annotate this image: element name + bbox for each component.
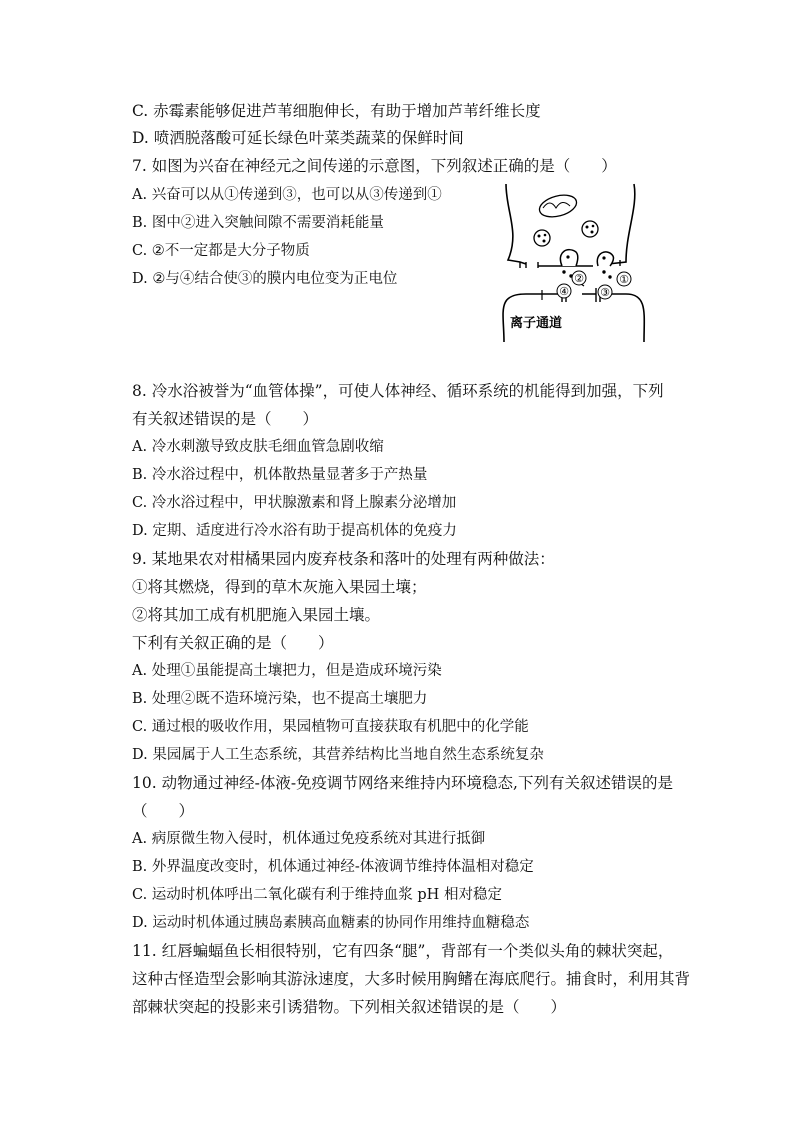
ion-channel-label: 离子通道 [510,316,563,331]
q8-option-a: A. 冷水刺激导致皮肤毛细血管急剧收缩 [132,439,384,455]
synapse-diagram [498,182,646,342]
label-3: ③ [600,286,610,299]
q10-stem-line2: （ ） [132,802,195,820]
q9-question: 下利有关叙正确的是（ ） [132,634,334,652]
q7-option-d: D. ②与④结合使③的膜内电位变为正电位 [132,271,398,287]
q6-option-c: C. 赤霉素能够促进芦苇细胞伸长，有助于增加芦苇纤维长度 [132,102,541,120]
q9-option-b: B. 处理②既不造环境污染，也不提高土壤肥力 [132,691,428,707]
q10-option-d: D. 运动时机体通过胰岛素胰高血糖素的协同作用维持血糖稳态 [132,915,530,931]
q7-option-c: C. ②不一定都是大分子物质 [132,243,310,259]
q7-stem: 7. 如图为兴奋在神经元之间传递的示意图，下列叙述正确的是（ ） [132,157,617,175]
label-4: ④ [559,285,569,298]
q9-stem: 9. 某地果农对柑橘果园内废弃枝条和落叶的处理有两种做法： [132,550,555,568]
q9-option-d: D. 果园属于人工生态系统，其营养结构比当地自然生态系统复杂 [132,747,544,763]
q10-option-a: A. 病原微生物入侵时，机体通过免疫系统对其进行抵御 [132,831,486,847]
synapse-diagram-svg [498,182,646,342]
q9-option-a: A. 处理①虽能提高土壤把力，但是造成环境污染 [132,663,442,679]
q8-option-c: C. 冷水浴过程中，甲状腺激素和肾上腺素分泌增加 [132,495,457,511]
q6-option-d: D. 喷洒脱落酸可延长绿色叶菜类蔬菜的保鲜时间 [132,129,464,147]
vesicle-icon [534,230,550,246]
q10-option-b: B. 外界温度改变时，机体通过神经-体液调节维持体温相对稳定 [132,859,534,875]
q10-option-c: C. 运动时机体呼出二氧化碳有利于维持血浆 pH 相对稳定 [132,887,502,903]
q7-option-b: B. 图中②进入突触间隙不需要消耗能量 [132,215,384,231]
vesicle-icon [582,221,598,237]
q9-option-c: C. 通过根的吸收作用，果园植物可直接获取有机肥中的化学能 [132,719,529,735]
q11-line3: 部棘状突起的投影来引诱猎物。下列相关叙述错误的是（ ） [132,998,567,1016]
q8-stem-line1: 8. 冷水浴被誉为“血管体操”，可使人体神经、循环系统的机能得到加强，下列 [132,382,664,400]
q9-method-2: ②将其加工成有机肥施入果园土壤。 [132,606,381,624]
q7-option-a: A. 兴奋可以从①传递到③，也可以从③传递到① [132,187,442,203]
q11-line2: 这种古怪造型会影响其游泳速度，大多时候用胸鳍在海底爬行。捕食时，利用其背 [132,970,691,988]
q8-option-d: D. 定期、适度进行冷水浴有助于提高机体的免疫力 [132,523,457,539]
mitochondrion-icon [537,191,579,220]
label-2: ② [574,272,584,285]
label-1: ① [619,273,629,286]
q10-stem-line1: 10. 动物通过神经-体液-免疫调节网络来维持内环境稳态,下列有关叙述错误的是 [132,774,673,792]
q8-option-b: B. 冷水浴过程中，机体散热量显著多于产热量 [132,467,428,483]
q11-line1: 11. 红唇蝙蝠鱼长相很特别，它有四条“腿”，背部有一个类似头角的棘状突起， [132,942,674,960]
q9-method-1: ①将其燃烧，得到的草木灰施入果园土壤； [132,578,427,596]
q8-stem-line2: 有关叙述错误的是（ ） [132,410,319,428]
